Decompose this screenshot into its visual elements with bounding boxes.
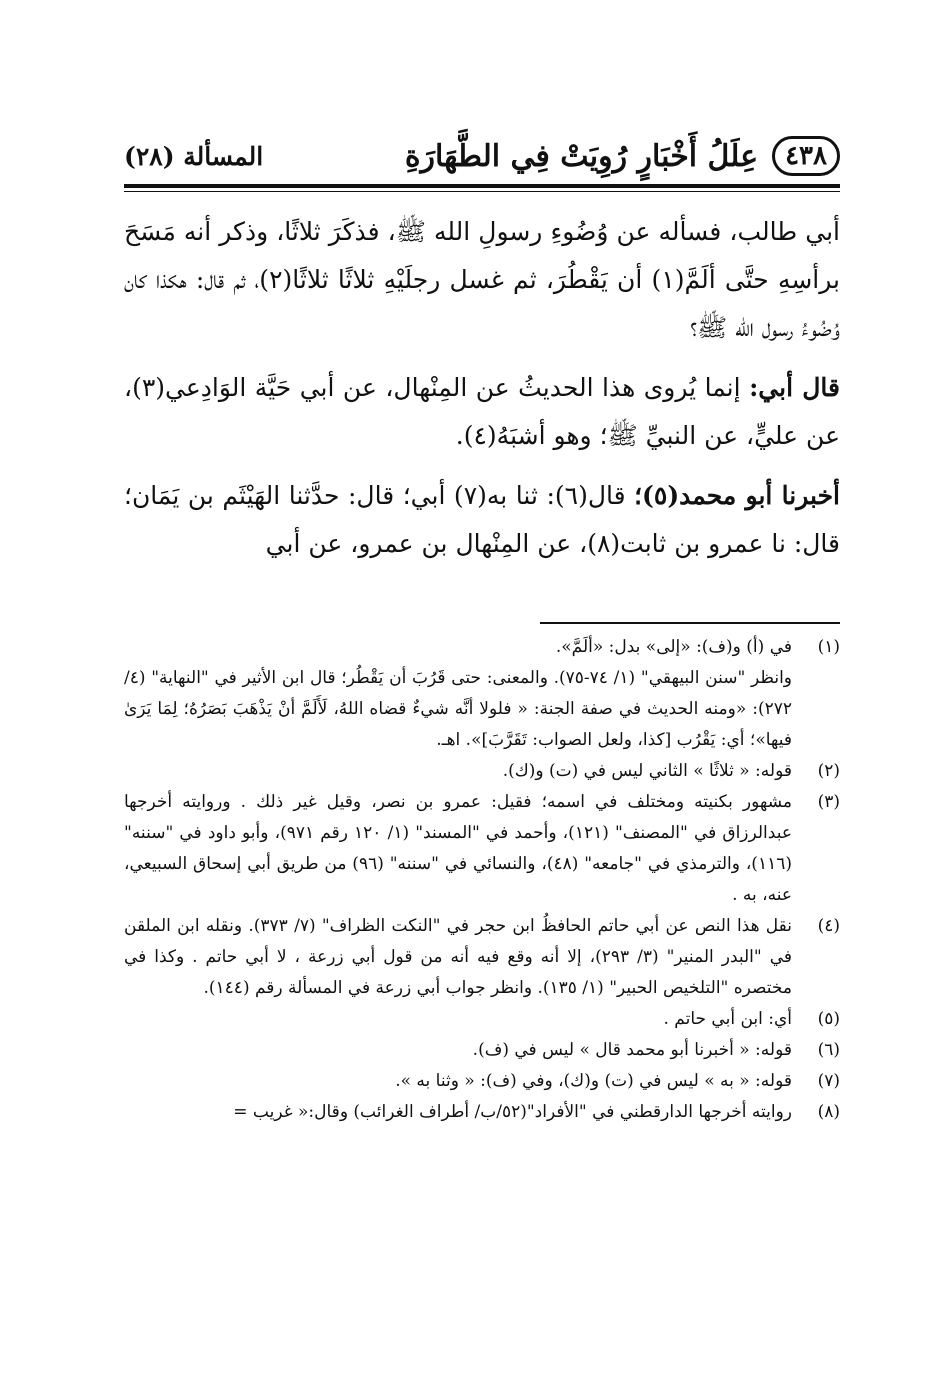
header-rule-thin <box>124 191 840 192</box>
page-number: ٤٣٨ <box>772 136 840 176</box>
footnote <box>124 1004 840 1035</box>
paragraph-3-text: قال(٦): ثنا به(٧) أبي؛ قال: حدَّثنا الهَيْثَم بن يَمَان؛ قال: نا عمرو بن ثابت(٨)، عن المِنْهال بن عمرو، عن أبي <box>124 481 840 558</box>
main-text <box>124 208 840 580</box>
footnote <box>124 1035 840 1066</box>
footnote <box>124 1066 840 1097</box>
footnote <box>124 663 840 756</box>
page-header <box>124 134 840 178</box>
footnote-text: في (أ) و(ف): «إلى» بدل: «ألَمَّ». <box>555 637 792 657</box>
footnote-number: (٥) <box>817 1009 840 1029</box>
footnote-separator <box>540 622 840 624</box>
footnote-number: (٢) <box>817 761 840 781</box>
footnote-text: قوله: « به » ليس في (ت) و(ك)، وفي (ف): « وثنا به ». <box>395 1071 792 1091</box>
book-title: عِلَلُ أَخْبَارٍ رُوِيَتْ فِي الطَّهَارَةِ <box>404 138 759 174</box>
footnote <box>124 756 840 787</box>
footnote-number: (١) <box>817 637 840 657</box>
issue-label: المسألة (٢٨) <box>124 141 264 171</box>
footnote-text: وانظر "سنن البيهقي" (١/ ٧٤-٧٥). والمعنى: حتى قَرُبَ أن يَقْطُر؛ قال ابن الأثير في "النهاية" (٤/ ٢٧٢): «ومنه الحديث في صفة الجنة: « فلولا أنَّه شيءٌ قضاه اللهُ، لَأَلَمَّ أنْ يَذْهَبَ بَصَرُهُ؛ لِمَا يَرَىٰ فيها»؛ أي: يَقْرُب [كذا، ولعل الصواب: تَقَرَّبَ]». اهـ. <box>124 668 793 750</box>
footnote-text: روايته أخرجها الدارقطني في "الأفراد"(٥٢/ب/ أطراف الغرائب) وقال:« غريب = <box>233 1102 792 1122</box>
footnote-number: (٨) <box>817 1102 840 1122</box>
paragraph-3 <box>124 472 840 568</box>
footnote-number <box>792 663 840 756</box>
footnote-number: (٦) <box>817 1040 840 1060</box>
footnote-text: مشهور بكنيته ومختلف في اسمه؛ فقيل: عمرو بن نصر، وقيل غير ذلك . وروايته أخرجها عبدالرزاق في "المصنف" (١٢١)، وأحمد في "المسند" (١/ ١٢٠ رقم ٩٧١)، وأبو داود في "سننه" (١١٦)، والترمذي في "جامعه" (٤٨)، والنسائي في "سننه" (٩٦) من طريق أبي إسحاق السبيعي، عنه، به . <box>124 792 792 905</box>
footnote-number: (٣) <box>817 792 840 812</box>
footnote-text: أي: ابن أبي حاتم . <box>663 1009 792 1029</box>
footnote <box>124 632 840 663</box>
footnote-text: نقل هذا النص عن أبي حاتم الحافظُ ابن حجر في "النكت الظراف" (٧/ ٣٧٣). ونقله ابن الملقن في "البدر المنير" (٣/ ٢٩٣)، إلا أنه وقع فيه أنه من قول أبي زرعة ، لا أبي حاتم . وكذا في مختصره "التلخيص الحبير" (١/ ١٣٥). وانظر جواب أبي زرعة في المسألة رقم (١٤٤). <box>124 916 793 998</box>
footnote <box>124 1097 840 1128</box>
paragraph-2-text: إنما يُروى هذا الحديثُ عن المِنْهال، عن أبي حَيَّة الوَادِعي(٣)، عن عليٍّ، عن النبيِّ ﷺ؛ وهو أشبَهُ(٤). <box>124 373 840 450</box>
paragraph-3-lead: أخبرنا أبو محمد(٥)؛ <box>634 481 840 510</box>
paragraph-2-lead: قال أبي: <box>749 373 841 402</box>
footnotes <box>124 632 840 1128</box>
header-rule <box>124 184 840 188</box>
footnote-text: قوله: « أخبرنا أبو محمد قال » ليس في (ف). <box>472 1040 792 1060</box>
footnote-number: (٤) <box>817 916 840 936</box>
paragraph-2 <box>124 364 840 460</box>
footnote <box>124 787 840 911</box>
footnote-number: (٧) <box>817 1071 840 1091</box>
footnote-text: قوله: « ثلاثًا » الثاني ليس في (ت) و(ك). <box>502 761 792 781</box>
paragraph-1: أبي طالب، فسأله عن وُضُوءِ رسولِ الله ﷺ، فذكَرَ ثلاثًا، وذكر أنه مَسَحَ برأسِهِ حتَّى ألَمَّ(١) أن يَقْطُرَ، ثم غسل رجلَيْهِ ثلاثًا ثلاثًا(٢)، ثم قال: هكذا كان وُضُوءُ رسول الله ﷺ؟ <box>124 217 841 342</box>
footnote <box>124 911 840 1004</box>
